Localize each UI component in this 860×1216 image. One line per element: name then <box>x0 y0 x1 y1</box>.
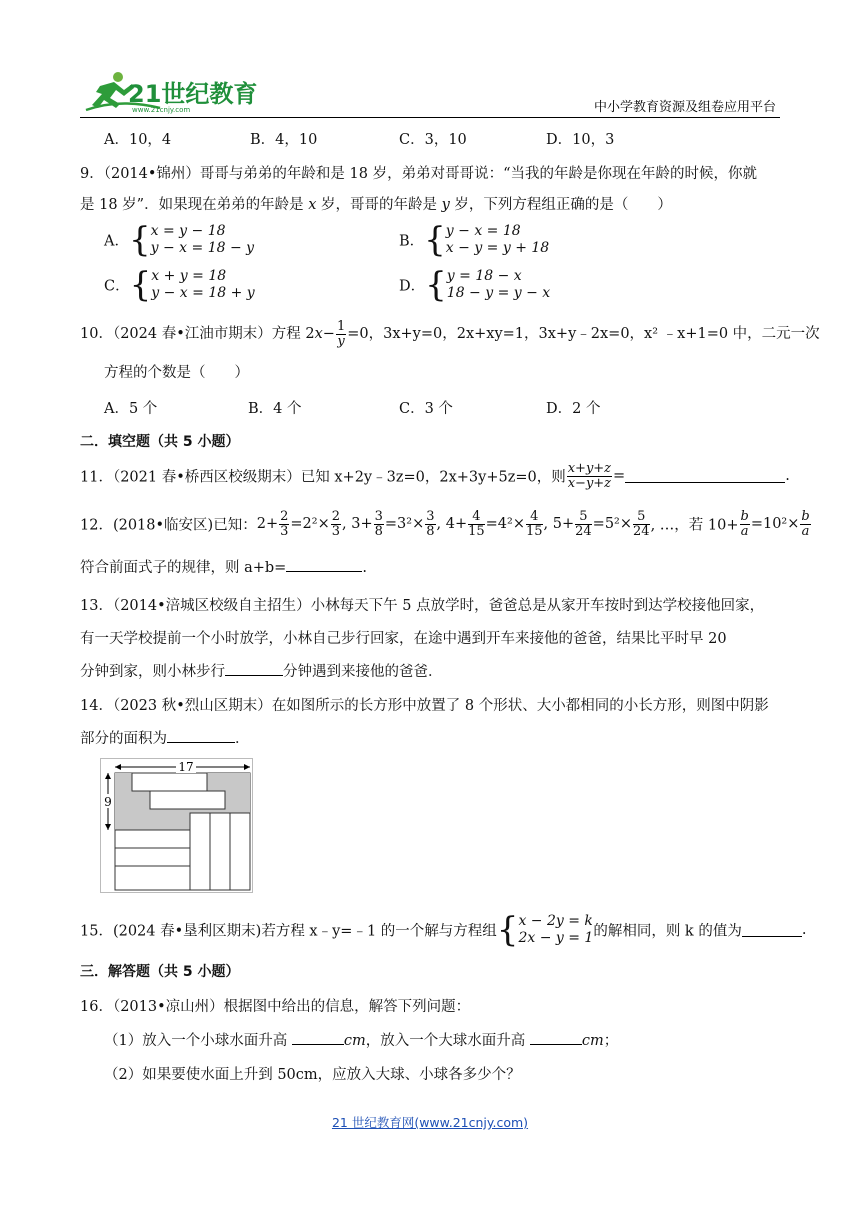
q8-option-d: D．10，3 <box>546 132 615 148</box>
header-divider <box>80 117 780 118</box>
svg-text:9: 9 <box>104 795 112 809</box>
svg-text:17: 17 <box>178 760 194 774</box>
platform-title: 中小学教育资源及组卷应用平台 <box>593 100 776 115</box>
section-answer-title: 三．解答题（共 5 小题） <box>80 964 240 980</box>
q9-option-c: C．{x + y = 18 y − x = 18 + y <box>104 265 255 305</box>
q10-option-b: B．4 个 <box>248 401 302 417</box>
q14-line1: 14．（2023 秋•烈山区期末）在如图所示的长方形中放置了 8 个形状、大小都相同的小长方形，则图中阴影 <box>80 698 769 714</box>
rectangle-figure <box>100 758 254 898</box>
footer-link[interactable]: 21 世纪教育网(www.21cnjy.com) <box>331 1115 529 1130</box>
q10-option-d: D．2 个 <box>546 401 601 417</box>
logo <box>80 68 260 114</box>
q9-option-a: A．{x = y − 18 y − x = 18 − y <box>104 220 255 260</box>
q16-line1: 16．（2013•凉山州）根据图中给出的信息，解答下列问题： <box>80 999 471 1015</box>
q10-option-c: C．3 个 <box>399 401 453 417</box>
q14-line2: 部分的面积为 ． <box>80 731 250 747</box>
q8-option-b: B．4，10 <box>250 132 318 148</box>
q10-line2: 方程的个数是（ ） <box>104 365 249 381</box>
q9-line1: 9．（2014•锦州）哥哥与弟弟的年龄和是 18 岁，弟弟对哥哥说：“当我的年龄是你现在年龄的时候，你就 <box>80 166 758 182</box>
q10-option-a: A．5 个 <box>104 401 158 417</box>
svg-text:21世纪教育: 21世纪教育 <box>128 80 258 108</box>
q12-line1: 12．(2018•临安区)已知：2+ $\frac{2}{3}$ =2²× $\frac{2}{3}$ , 3+ $\frac{3}{8}$ =3²× $\frac{3}{8}$ , 4+ $\frac{4}{15}$ =4²× $\frac{4}{15}$ , 5+ $\frac{5}{24}$ =5²× $\frac{5}{24}$ , …，若 10+ $\frac{b}{a}$ =10²× $\frac{b}{a}$ <box>80 509 810 539</box>
q13-line3: 分钟到家，则小林步行 分钟遇到来接他的爸爸． <box>80 664 443 680</box>
q11-line: 11．（2021 春•桥西区校级期末）已知 x+2y﹣3z=0，2x+3y+5z=0，则 $\frac{x+y+z}{x-y+z}$ = . <box>80 461 790 491</box>
q13-line2: 有一天学校提前一个小时放学，小林自己步行回家，在途中遇到开车来接他的爸爸，结果比平时早 20 <box>80 631 727 647</box>
q9-option-b: B．{y − x = 18 x − y = y + 18 <box>399 220 550 260</box>
q8-option-a: A．10，4 <box>104 132 172 148</box>
q10-line1: 10．（2024 春•江油市期末）方程 2x− $\frac{1}{y}$ =0，3x+y=0，2x+xy=1，3x+y﹣2x=0，x² ﹣x+1=0 中，二元一次 <box>80 319 820 349</box>
q13-line1: 13．（2014•涪城区校级自主招生）小林每天下午 5 点放学时，爸爸总是从家开车按时到达学校接他回家， <box>80 598 765 614</box>
q16-sub2: （2）如果要使水面上升到 50cm，应放入大球、小球各多少个？ <box>104 1067 521 1083</box>
q15-line: 15．(2024 春•垦利区期末)若方程 x﹣y=﹣1 的一个解与方程组{x − 2y = k 2x − y = 1的解相同，则 k 的值为 . <box>80 910 807 950</box>
q9-option-d: D．{y = 18 − x 18 − y = y − x <box>399 265 551 305</box>
q9-line2: 是 18 岁”．如果现在弟弟的年龄是 x 岁，哥哥的年龄是 y 岁，下列方程组正确的是（ ） <box>80 197 672 213</box>
q16-sub1: （1）放入一个小球水面升高 cm，放入一个大球水面升高 cm； <box>104 1033 619 1049</box>
q12-line2: 符合前面式子的规律，则 a+b= . <box>80 560 367 576</box>
q8-option-c: C．3，10 <box>399 132 467 148</box>
svg-text:www.21cnjy.com: www.21cnjy.com <box>132 106 191 114</box>
section-fill-blank-title: 二．填空题（共 5 小题） <box>80 434 240 450</box>
runner-logo-icon <box>80 68 260 114</box>
